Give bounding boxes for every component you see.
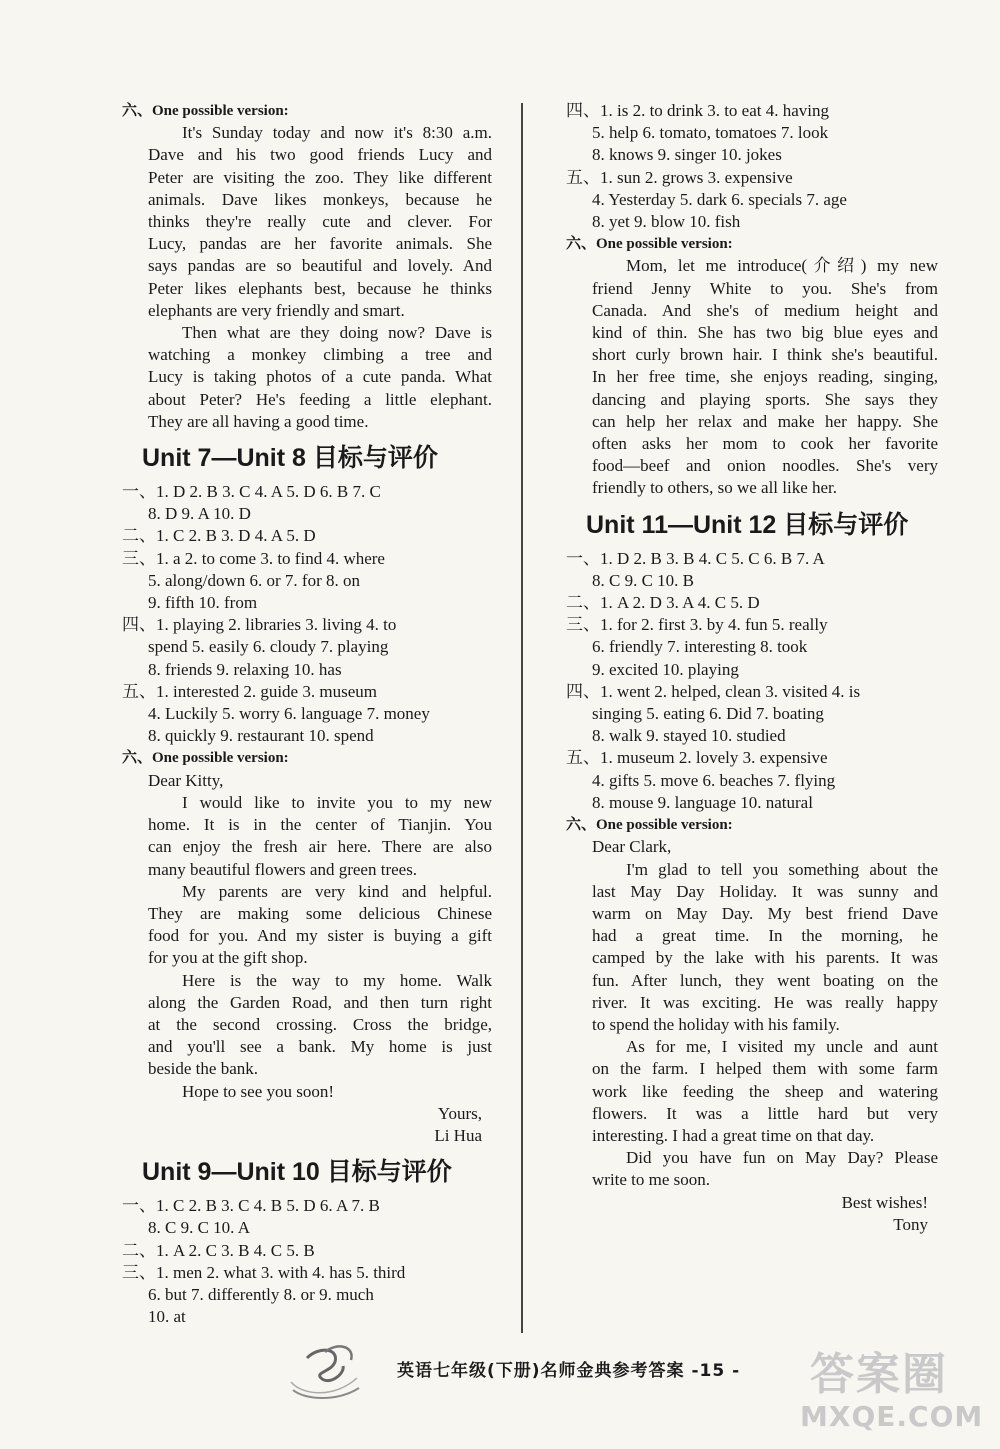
letter-line: flowers. It was a little hard but very: [592, 1103, 938, 1123]
essay-line: animals. Dave likes monkeys, because he: [148, 189, 492, 209]
answer-line: 一、1. C 2. B 3. C 4. B 5. D 6. A 7. B: [122, 1196, 380, 1216]
answer-line: 二、1. A 2. C 3. B 4. C 5. B: [122, 1240, 315, 1260]
letter-may-day: [566, 859, 938, 1192]
essay-line: friend Jenny White to you. She's from: [592, 278, 938, 298]
answer-line: 5. along/down 6. or 7. for 8. on: [148, 570, 361, 590]
letter-line: many beautiful flowers and green trees.: [148, 859, 418, 879]
footer-page-label: 英语七年级(下册)名师金典参考答案 -15 -: [397, 1361, 741, 1381]
answer-line: 4. Yesterday 5. dark 6. specials 7. age: [592, 189, 847, 209]
essay-line: In her free time, she enjoys reading, singing,: [592, 367, 938, 387]
watermark-logo-text: 答案圈: [810, 1349, 948, 1400]
publisher-logo-icon: [285, 1338, 365, 1404]
letter-line: beside the bank.: [148, 1059, 258, 1079]
letter-line: Hope to see you soon!: [182, 1081, 335, 1101]
letter-line: Did you have fun on May Day? Please: [626, 1148, 938, 1168]
answer-line: 四、1. went 2. helped, clean 3. visited 4. is: [566, 681, 861, 701]
essay-line: often asks her mom to cook her favorite: [592, 434, 938, 454]
answer-line: 6. friendly 7. interesting 8. took: [592, 637, 808, 657]
heading-unit7-8: Unit 7—Unit 8 目标与评价: [142, 444, 438, 473]
letter-signature: Li Hua: [434, 1125, 482, 1145]
essay-zoo: [122, 122, 492, 433]
letter-line: work like feeding the sheep and watering: [592, 1081, 938, 1101]
answer-line: 8. walk 9. stayed 10. studied: [592, 726, 786, 746]
section-six-label: 六、One possible version:: [122, 750, 289, 767]
essay-line: says pandas are so beautiful and lovely. And: [148, 256, 492, 276]
answer-line: 9. excited 10. playing: [592, 659, 739, 679]
letter-greeting: Dear Clark,: [592, 837, 672, 857]
letter-closing: Best wishes!: [841, 1192, 928, 1212]
letter-line: and you'll see a bank. My home is just: [148, 1037, 492, 1057]
essay-line: about Peter? He's feeding a little elephant.: [148, 389, 492, 409]
answer-line: singing 5. eating 6. Did 7. boating: [592, 704, 824, 724]
answer-line: 二、1. C 2. B 3. D 4. A 5. D: [122, 526, 316, 546]
answer-line: spend 5. easily 6. cloudy 7. playing: [148, 637, 389, 657]
essay-line: short curly brown hair. I think she's beautiful.: [592, 345, 938, 365]
essay-line: Dave and his two good friends Lucy and: [148, 145, 492, 165]
answer-line: 4. gifts 5. move 6. beaches 7. flying: [592, 770, 836, 790]
answer-line: 8. D 9. A 10. D: [148, 504, 251, 524]
letter-line: Here is the way to my home. Walk: [182, 970, 492, 990]
right-column: [566, 100, 938, 1236]
answer-line: 五、1. interested 2. guide 3. museum: [122, 681, 377, 701]
essay-line: Mom, let me introduce(介绍) my new: [626, 256, 938, 276]
site-watermark: [800, 1338, 990, 1443]
letter-line: As for me, I visited my uncle and aunt: [626, 1037, 938, 1057]
watermark-domain: MXQE.COM: [800, 1400, 984, 1433]
left-column: [122, 100, 492, 1328]
essay-line: Lucy is taking photos of a cute panda. What: [148, 367, 492, 387]
essay-line: thinks they're really cute and clever. For: [148, 212, 492, 232]
essay-line: Peter are visiting the zoo. They like different: [148, 167, 492, 187]
letter-line: camped by the lake with his parents. It was: [592, 948, 938, 968]
answer-line: 4. Luckily 5. worry 6. language 7. money: [148, 704, 430, 724]
letter-line: warm on May Day. My best friend Dave: [592, 903, 938, 923]
essay-line: elephants are very friendly and smart.: [148, 300, 405, 320]
answer-line: 8. yet 9. blow 10. fish: [592, 212, 741, 232]
answer-line: 一、1. D 2. B 3. C 4. A 5. D 6. B 7. C: [122, 482, 381, 502]
essay-line: Then what are they doing now? Dave is: [182, 323, 492, 343]
letter-line: on the farm. I helped them with some farm: [592, 1059, 938, 1079]
answer-line: 四、1. playing 2. libraries 3. living 4. to: [122, 615, 397, 635]
letter-line: They are making some delicious Chinese: [148, 903, 492, 923]
answer-line: 8. friends 9. relaxing 10. has: [148, 659, 342, 679]
essay-line: They are all having a good time.: [148, 411, 369, 431]
answer-line: 6. but 7. differently 8. or 9. much: [148, 1284, 374, 1304]
answers-unit9-10-continued: [566, 100, 938, 233]
answer-line: 五、1. sun 2. grows 3. expensive: [566, 167, 793, 187]
answer-line: 8. mouse 9. language 10. natural: [592, 792, 813, 812]
essay-line: food—beef and onion noodles. She's very: [592, 456, 938, 476]
letter-line: for you at the gift shop.: [148, 948, 308, 968]
letter-line: interesting. I had a great time on that day.: [592, 1125, 875, 1145]
letter-line: had a great time. In the morning, he: [592, 926, 938, 946]
essay-line: Peter likes elephants best, because he thinks: [148, 278, 492, 298]
column-divider: [521, 103, 523, 1333]
letter-line: at the second crossing. Cross the bridge,: [148, 1014, 492, 1034]
answers-unit9-10: [122, 1195, 492, 1328]
essay-line: can help her relax and make her happy. She: [592, 411, 938, 431]
essay-line: Lucy, pandas are her favorite animals. She: [148, 234, 492, 254]
answer-line: 三、1. for 2. first 3. by 4. fun 5. really: [566, 615, 828, 635]
letter-line: write to me soon.: [592, 1170, 711, 1190]
essay-line: dancing and playing sports. She says they: [592, 389, 938, 409]
essay-jenny: [566, 255, 938, 499]
section-six-label: 六、One possible version:: [566, 236, 733, 253]
essay-line: Canada. And she's of medium height and: [592, 300, 938, 320]
letter-line: I would like to invite you to my new: [182, 792, 492, 812]
page-footer: [285, 1338, 755, 1404]
letter-invite: [122, 792, 492, 1103]
letter-greeting: Dear Kitty,: [148, 770, 224, 790]
letter-line: My parents are very kind and helpful.: [182, 881, 492, 901]
letter-line: river. It was exciting. He was really happy: [592, 992, 938, 1012]
letter-line: home. It is in the center of Tianjin. You: [148, 815, 492, 835]
letter-line: can enjoy the fresh air here. There are also: [148, 837, 492, 857]
answer-line: 5. help 6. tomato, tomatoes 7. look: [592, 123, 829, 143]
letter-line: I'm glad to tell you something about the: [626, 859, 938, 879]
answer-line: 8. knows 9. singer 10. jokes: [592, 145, 782, 165]
letter-line: last May Day Holiday. It was sunny and: [592, 881, 938, 901]
answer-line: 10. at: [148, 1307, 186, 1327]
essay-line: watching a monkey climbing a tree and: [148, 345, 492, 365]
answer-line: 8. C 9. C 10. A: [148, 1218, 251, 1238]
letter-line: to spend the holiday with his family.: [592, 1014, 840, 1034]
letter-signature: Tony: [893, 1214, 928, 1234]
answer-line: 四、1. is 2. to drink 3. to eat 4. having: [566, 101, 830, 120]
answer-line: 三、1. a 2. to come 3. to find 4. where: [122, 548, 385, 568]
section-six-label: 六、One possible version:: [566, 817, 733, 834]
answer-line: 三、1. men 2. what 3. with 4. has 5. third: [122, 1262, 406, 1282]
answers-unit7-8: [122, 481, 492, 747]
answer-line: 二、1. A 2. D 3. A 4. C 5. D: [566, 593, 760, 613]
answer-line: 8. C 9. C 10. B: [592, 570, 695, 590]
essay-line: friendly to others, so we all like her.: [592, 478, 838, 498]
answer-line: 五、1. museum 2. lovely 3. expensive: [566, 748, 828, 768]
heading-unit11-12: Unit 11—Unit 12 目标与评价: [586, 510, 909, 539]
letter-line: along the Garden Road, and then turn right: [148, 992, 492, 1012]
answers-unit11-12: [566, 548, 938, 814]
letter-line: food for you. And my sister is buying a gift: [148, 926, 492, 946]
section-six-label: 六、One possible version:: [122, 103, 289, 119]
answer-line: 8. quickly 9. restaurant 10. spend: [148, 726, 374, 746]
answer-line: 9. fifth 10. from: [148, 593, 258, 613]
letter-line: fun. After lunch, they went boating on the: [592, 970, 938, 990]
heading-unit9-10: Unit 9—Unit 10 目标与评价: [142, 1158, 452, 1187]
essay-line: kind of thin. She has two big blue eyes and: [592, 323, 938, 343]
answer-line: 一、1. D 2. B 3. B 4. C 5. C 6. B 7. A: [566, 548, 825, 568]
essay-line: It's Sunday today and now it's 8:30 a.m.: [182, 123, 492, 143]
letter-closing: Yours,: [437, 1103, 482, 1123]
